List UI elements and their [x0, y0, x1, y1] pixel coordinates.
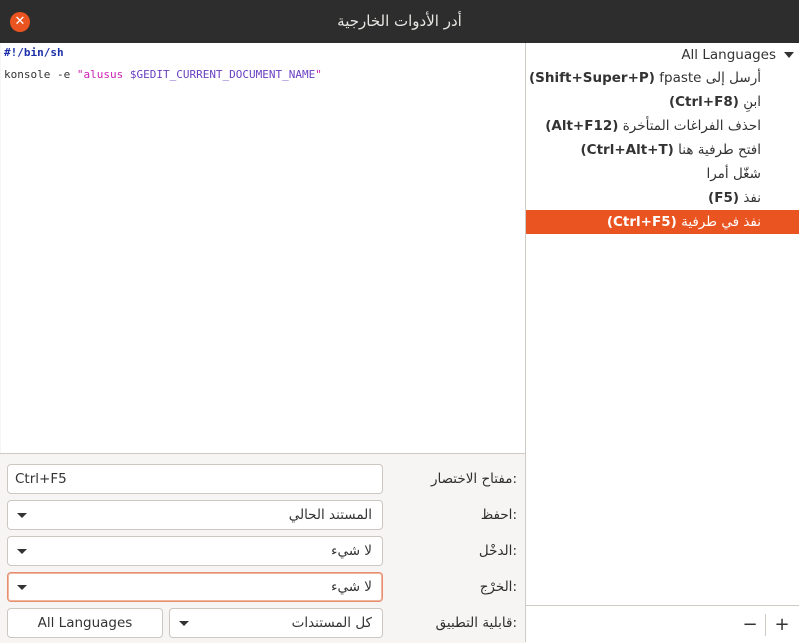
tool-shortcut: (Alt+F12) [545, 118, 619, 134]
toolbar-separator [765, 614, 766, 636]
tool-name: نفذ [743, 190, 761, 206]
tool-name: نفذ في طرفية [681, 214, 761, 230]
tools-list-panel [526, 43, 799, 642]
code-line-2 [4, 68, 322, 81]
minus-icon: − [742, 614, 758, 635]
output-dropdown[interactable] [7, 572, 383, 602]
applicability-dropdown[interactable] [169, 608, 383, 638]
plus-icon: + [774, 614, 790, 635]
input-label: الدخْل: [478, 543, 517, 559]
tool-list-item[interactable] [526, 138, 799, 162]
save-dropdown[interactable] [7, 500, 383, 530]
chevron-down-icon [17, 549, 27, 554]
close-icon: ✕ [14, 14, 26, 29]
output-label: الخرْج: [479, 579, 517, 595]
code-editor[interactable] [1, 43, 526, 453]
tool-name: شغّل أمرا [706, 166, 761, 182]
tool-list-item[interactable] [526, 186, 799, 210]
tool-name: ابنِ [743, 94, 761, 110]
applicability-value: كل المستندات [291, 615, 372, 631]
languages-button[interactable]: All Languages [7, 608, 163, 638]
tool-list-item[interactable] [526, 162, 799, 186]
tool-shortcut: (Ctrl+F5) [606, 214, 677, 230]
remove-tool-button[interactable] [735, 606, 765, 643]
language-group-label: All Languages [681, 47, 776, 63]
tool-list-item[interactable] [526, 66, 799, 90]
output-value: لا شيء [331, 579, 372, 595]
string-end-token: " [315, 68, 322, 81]
tool-shortcut: (F5) [708, 190, 740, 206]
shebang-token: #!/bin/sh [4, 46, 64, 59]
chevron-down-icon [17, 585, 27, 590]
shortcut-value: Ctrl+F5 [15, 471, 67, 487]
tool-name: احذف الفراغات المتأخرة [622, 118, 761, 134]
tool-list-item[interactable] [526, 114, 799, 138]
language-group-header[interactable] [681, 47, 794, 63]
string-token: "alusus [76, 68, 130, 81]
title-bar [0, 0, 799, 43]
window-title: أدر الأدوات الخارجية [337, 12, 462, 30]
variable-token: $GEDIT_CURRENT_DOCUMENT_NAME [129, 68, 316, 81]
chevron-down-icon [179, 621, 189, 626]
tool-name: أرسل إلى fpaste [659, 70, 761, 86]
shortcut-field[interactable] [7, 464, 383, 494]
save-value: المستند الحالي [288, 507, 372, 523]
save-label: احفظ: [480, 507, 517, 523]
input-value: لا شيء [331, 543, 372, 559]
tool-name: افتح طرفية هنا [678, 142, 761, 158]
input-dropdown[interactable] [7, 536, 383, 566]
tool-shortcut: (Ctrl+Alt+T) [580, 142, 674, 158]
tool-shortcut: (Ctrl+F8) [668, 94, 739, 110]
tool-shortcut: (Shift+Super+P) [528, 70, 655, 86]
expander-triangle-icon [784, 52, 794, 58]
code-line-1 [4, 46, 64, 59]
tools-bottom-bar [526, 605, 799, 643]
tool-list-item[interactable] [526, 90, 799, 114]
applicability-label: قابلية التطبيق: [435, 615, 517, 631]
add-tool-button[interactable] [767, 606, 797, 643]
command-token: konsole -e [4, 68, 77, 81]
tool-properties-form [0, 453, 526, 642]
shortcut-label: مفتاح الاختصار: [430, 471, 517, 487]
chevron-down-icon [17, 513, 27, 518]
tool-list-item[interactable] [526, 210, 799, 234]
